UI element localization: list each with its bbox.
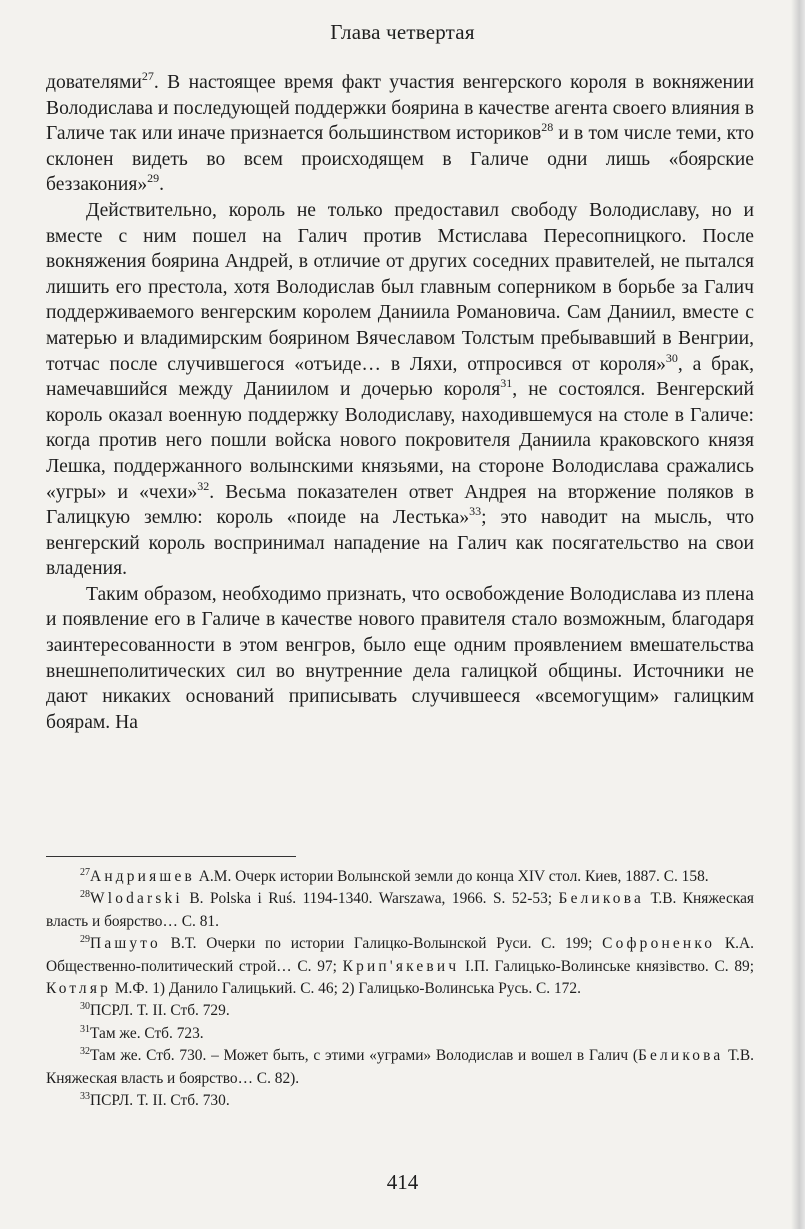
text-run: Таким образом, необходимо признать, что освобождение Володислава из плена и появление его в Галиче в качестве нового правителя стало возможным, благодаря заинтересованности в этом венгров, было еще одним проявлением вмешательства внешнеполитических сил во внутренние дела галицкой общины. Источники не дают никаких оснований приписывать случившееся «всемогущим» галицким боярам. На <box>46 583 754 733</box>
footnote-ref: 30 <box>665 350 678 365</box>
text-run: І.П. Галицько-Волинське князівство. С. 89; <box>459 957 754 975</box>
main-text <box>46 70 754 735</box>
text-run: В.Т. Очерки по истории Галицко-Волынской Руси. С. 199; <box>160 935 603 953</box>
text-run: ; это наводит на мысль, что венгерский король воспринимал нападение на Галич как посягательство на свои владения. <box>46 507 754 580</box>
paragraph <box>46 582 754 736</box>
running-title: Глава четвертая <box>330 20 475 44</box>
text-run: B. Polska i Ruś. 1194-1340. Warszawa, 1966. S. 52-53; <box>182 890 559 908</box>
paragraph <box>46 70 754 198</box>
text-run: , не состоялся. Венгерский король оказал военную поддержку Володиславу, находившемуся на столе в Галиче: когда против него пошли войска нового покровителя Даниила краковского князя Лешка, поддержанного волынскими князьями, на стороне Володислава сражались «угры» и «чехи» <box>46 379 754 503</box>
author-name: Софроненко <box>602 935 716 953</box>
footnote-ref: 30 <box>80 1001 90 1013</box>
paragraph <box>46 198 754 582</box>
text-run: Там же. Стб. 723. <box>90 1024 204 1042</box>
footnotes <box>46 866 754 1112</box>
author-name: Котляр <box>46 980 111 998</box>
footnote <box>46 1045 754 1090</box>
footnote-ref: 28 <box>541 120 554 135</box>
text-run: дователями <box>46 72 142 93</box>
footnote-ref: 27 <box>80 867 90 878</box>
footnote <box>46 1023 754 1045</box>
footnote-ref: 28 <box>80 889 90 901</box>
footnote-ref: 29 <box>80 934 90 946</box>
author-name: Крип'якевич <box>342 957 460 975</box>
footnote <box>46 888 754 933</box>
footnote-ref: 29 <box>147 171 160 186</box>
author-name: Беликова <box>637 1047 724 1065</box>
footnote-ref: 32 <box>197 478 210 493</box>
footnote-ref: 27 <box>141 69 154 83</box>
text-run: . Весьма показателен ответ Андрея на вторжение поляков в Галицкую землю: король «поиде на Лестька» <box>46 481 754 529</box>
text-run: , а брак, намечавшийся между Даниилом и дочерью короля <box>46 353 754 401</box>
text-run: Т.В. Княжеская власть и боярство… С. 82). <box>46 1047 755 1087</box>
text-run: Т.В. Княжеская власть и боярство… С. 81. <box>46 890 755 930</box>
text-run: Там же. Стб. 730. – Может быть, с этими «уграми» Володислав и вошел в Галич ( <box>90 1047 638 1065</box>
footnote-ref: 31 <box>500 376 513 391</box>
text-run: Действительно, король не только предоставил свободу Володиславу, но и вместе с ним пошел на Галич против Мстислава Пересопницкого. После вокняжения боярина Андрей, в отличие от других соседних правителей, не пытался лишить его престола, хотя Володислав был главным соперником в борьбе за Галич поддерживаемого венгерским королем Даниила Романовича. Сам Даниил, вместе с матерью и владимирским боярином Вячеславом Толстым пребывавший в Венгрии, тотчас после случившегося «отъиде… в Ляхи, отпросився от короля» <box>46 199 754 375</box>
text-run: ПСРЛ. Т. II. Стб. 729. <box>90 1002 230 1020</box>
footnote-ref: 33 <box>469 504 482 519</box>
footnote-rule <box>46 856 296 857</box>
author-name: Пашуто <box>90 935 161 953</box>
page-number: 414 <box>386 1170 419 1194</box>
footnote-ref: 33 <box>80 1091 90 1103</box>
text-run: . В настоящее время факт участия венгерского короля в вокняжении Володислава и последующей поддержки боярина в качестве агента своего влияния в Галиче так или иначе признается большинством историков <box>46 72 754 145</box>
footnote-ref: 31 <box>80 1023 90 1035</box>
footnote <box>46 1000 754 1022</box>
text-run: и в том числе теми, кто склонен видеть во всем происходящем в Галиче одни лишь «боярские беззакония» <box>46 123 754 196</box>
author-name: Беликова <box>558 890 645 908</box>
text-run: А.М. Очерк истории Волынской земли до конца XIV стол. Киев, 1887. С. 158. <box>194 868 709 885</box>
author-name: Андрияшев <box>90 868 195 885</box>
footnote <box>46 866 754 888</box>
footnote-ref: 32 <box>80 1046 90 1058</box>
page-edge-shadow <box>791 0 805 1229</box>
text-run: ПСРЛ. Т. II. Стб. 730. <box>90 1092 230 1110</box>
text-run: К.А. Общественно-политический строй… С. 97; <box>46 935 754 975</box>
footnote <box>46 933 754 1000</box>
text-run: . <box>159 174 165 196</box>
author-name: Wlodarski <box>90 890 183 908</box>
text-run: М.Ф. 1) Данило Галицький. С. 46; 2) Галицько-Волинська Русь. С. 172. <box>111 980 581 998</box>
footnote <box>46 1090 754 1112</box>
